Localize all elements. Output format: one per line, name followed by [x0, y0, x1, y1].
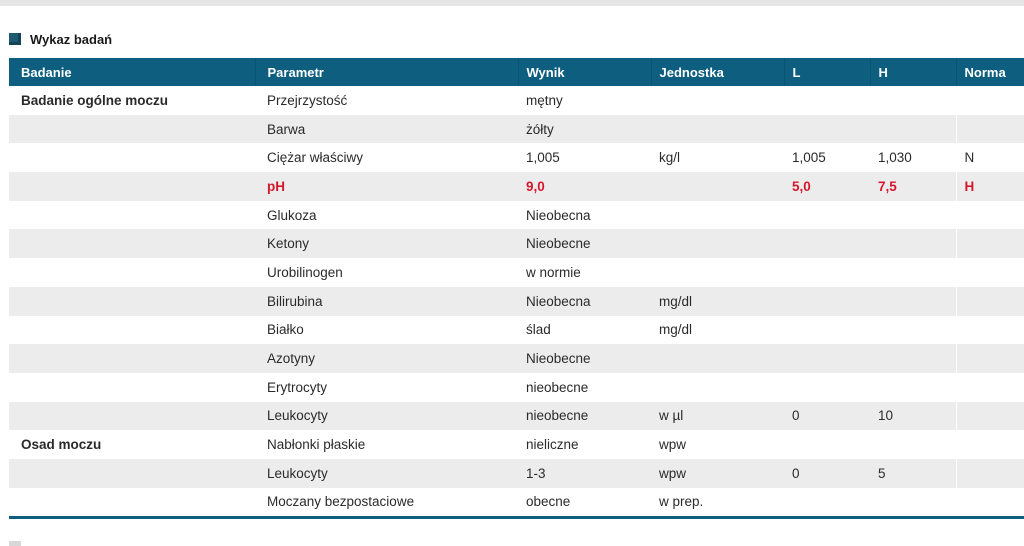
cell-wynik: obecne	[518, 488, 651, 517]
cell-badanie	[9, 201, 255, 230]
cell-norma	[956, 488, 1024, 517]
header-wynik: Wynik	[518, 58, 651, 86]
cell-wynik: w normie	[518, 258, 651, 287]
cell-low	[784, 373, 870, 402]
cell-parametr: Barwa	[255, 115, 518, 144]
cell-high	[870, 373, 956, 402]
table-row	[9, 402, 1024, 431]
cell-parametr: Nabłonki płaskie	[255, 430, 518, 459]
table-row	[9, 143, 1024, 172]
header-badanie: Badanie	[9, 58, 255, 86]
cell-low	[784, 115, 870, 144]
cell-parametr: Ciężar właściwy	[255, 143, 518, 172]
cell-jednostka: kg/l	[651, 143, 784, 172]
cell-badanie	[9, 402, 255, 431]
cell-high	[870, 316, 956, 345]
cell-jednostka	[651, 344, 784, 373]
cell-parametr: Leukocyty	[255, 459, 518, 488]
cell-wynik: Nieobecne	[518, 229, 651, 258]
results-table	[9, 58, 1024, 516]
cell-high	[870, 86, 956, 115]
table-row	[9, 373, 1024, 402]
table-row	[9, 201, 1024, 230]
cell-badanie	[9, 373, 255, 402]
cell-badanie	[9, 115, 255, 144]
table-row	[9, 430, 1024, 459]
table-row	[9, 86, 1024, 115]
cell-norma	[956, 459, 1024, 488]
cell-wynik: nieobecne	[518, 402, 651, 431]
cell-low: 5,0	[784, 172, 870, 201]
section-header	[9, 31, 112, 47]
cell-norma	[956, 344, 1024, 373]
table-row	[9, 287, 1024, 316]
cell-wynik: nieliczne	[518, 430, 651, 459]
cell-badanie: Osad moczu	[9, 430, 255, 459]
cell-high: 5	[870, 459, 956, 488]
cell-badanie	[9, 172, 255, 201]
cell-low	[784, 316, 870, 345]
cell-jednostka	[651, 115, 784, 144]
cell-jednostka: wpw	[651, 430, 784, 459]
cell-parametr: Erytrocyty	[255, 373, 518, 402]
cell-norma	[956, 287, 1024, 316]
cell-high	[870, 201, 956, 230]
cell-high	[870, 287, 956, 316]
cell-wynik: 1-3	[518, 459, 651, 488]
cell-badanie	[9, 143, 255, 172]
cell-high: 1,030	[870, 143, 956, 172]
cell-low	[784, 229, 870, 258]
cell-parametr: Ketony	[255, 229, 518, 258]
cell-badanie	[9, 287, 255, 316]
cell-norma	[956, 229, 1024, 258]
cell-parametr: pH	[255, 172, 518, 201]
cell-wynik: 1,005	[518, 143, 651, 172]
cell-high: 7,5	[870, 172, 956, 201]
section-title: Wykaz badań	[30, 31, 113, 47]
cell-norma	[956, 201, 1024, 230]
cell-jednostka: w prep.	[651, 488, 784, 517]
cell-jednostka	[651, 373, 784, 402]
header-jednostka: Jednostka	[651, 58, 784, 86]
cell-norma: N	[956, 143, 1024, 172]
cell-parametr: Urobilinogen	[255, 258, 518, 287]
cell-high	[870, 430, 956, 459]
cell-low	[784, 344, 870, 373]
table-bottom-rule	[9, 516, 1024, 519]
cell-wynik: nieobecne	[518, 373, 651, 402]
cell-low: 0	[784, 459, 870, 488]
cell-wynik: żółty	[518, 115, 651, 144]
cell-low	[784, 488, 870, 517]
header-parametr: Parametr	[255, 58, 518, 86]
table-row	[9, 172, 1024, 201]
cell-wynik: Nieobecna	[518, 201, 651, 230]
cell-parametr: Azotyny	[255, 344, 518, 373]
table-row	[9, 115, 1024, 144]
cell-norma	[956, 258, 1024, 287]
cell-jednostka: mg/dl	[651, 316, 784, 345]
cell-badanie: Badanie ogólne moczu	[9, 86, 255, 115]
cell-jednostka: mg/dl	[651, 287, 784, 316]
table-row	[9, 258, 1024, 287]
cell-jednostka: wpw	[651, 459, 784, 488]
cell-norma	[956, 402, 1024, 431]
cell-jednostka	[651, 172, 784, 201]
cell-badanie	[9, 316, 255, 345]
cell-jednostka	[651, 201, 784, 230]
cell-low: 1,005	[784, 143, 870, 172]
cell-parametr: Bilirubina	[255, 287, 518, 316]
cell-low: 0	[784, 402, 870, 431]
cell-jednostka	[651, 258, 784, 287]
cell-parametr: Przejrzystość	[255, 86, 518, 115]
cell-high	[870, 229, 956, 258]
cell-norma: H	[956, 172, 1024, 201]
cell-high: 10	[870, 402, 956, 431]
top-divider	[0, 0, 1024, 6]
header-norma: Norma	[956, 58, 1024, 86]
table-header-row	[9, 58, 1024, 86]
next-section-hint	[9, 541, 21, 546]
cell-norma	[956, 316, 1024, 345]
table-row	[9, 488, 1024, 517]
header-low: L	[784, 58, 870, 86]
cell-high	[870, 115, 956, 144]
cell-badanie	[9, 488, 255, 517]
cell-parametr: Leukocyty	[255, 402, 518, 431]
cell-high	[870, 258, 956, 287]
cell-low	[784, 430, 870, 459]
cell-wynik: mętny	[518, 86, 651, 115]
cell-high	[870, 344, 956, 373]
cell-jednostka	[651, 229, 784, 258]
cell-norma	[956, 86, 1024, 115]
cell-high	[870, 488, 956, 517]
cell-norma	[956, 373, 1024, 402]
table-row	[9, 459, 1024, 488]
cell-badanie	[9, 258, 255, 287]
cell-low	[784, 287, 870, 316]
cell-parametr: Moczany bezpostaciowe	[255, 488, 518, 517]
header-high: H	[870, 58, 956, 86]
cell-low	[784, 86, 870, 115]
cell-parametr: Białko	[255, 316, 518, 345]
cell-badanie	[9, 459, 255, 488]
cell-wynik: Nieobecne	[518, 344, 651, 373]
cell-jednostka: w µl	[651, 402, 784, 431]
cell-jednostka	[651, 86, 784, 115]
cell-badanie	[9, 344, 255, 373]
table-row	[9, 344, 1024, 373]
cell-wynik: 9,0	[518, 172, 651, 201]
cell-parametr: Glukoza	[255, 201, 518, 230]
cell-low	[784, 258, 870, 287]
table-row	[9, 316, 1024, 345]
cell-norma	[956, 115, 1024, 144]
cell-low	[784, 201, 870, 230]
cell-badanie	[9, 229, 255, 258]
section-square-icon	[9, 33, 21, 45]
cell-wynik: Nieobecna	[518, 287, 651, 316]
table-row	[9, 229, 1024, 258]
cell-norma	[956, 430, 1024, 459]
cell-wynik: ślad	[518, 316, 651, 345]
